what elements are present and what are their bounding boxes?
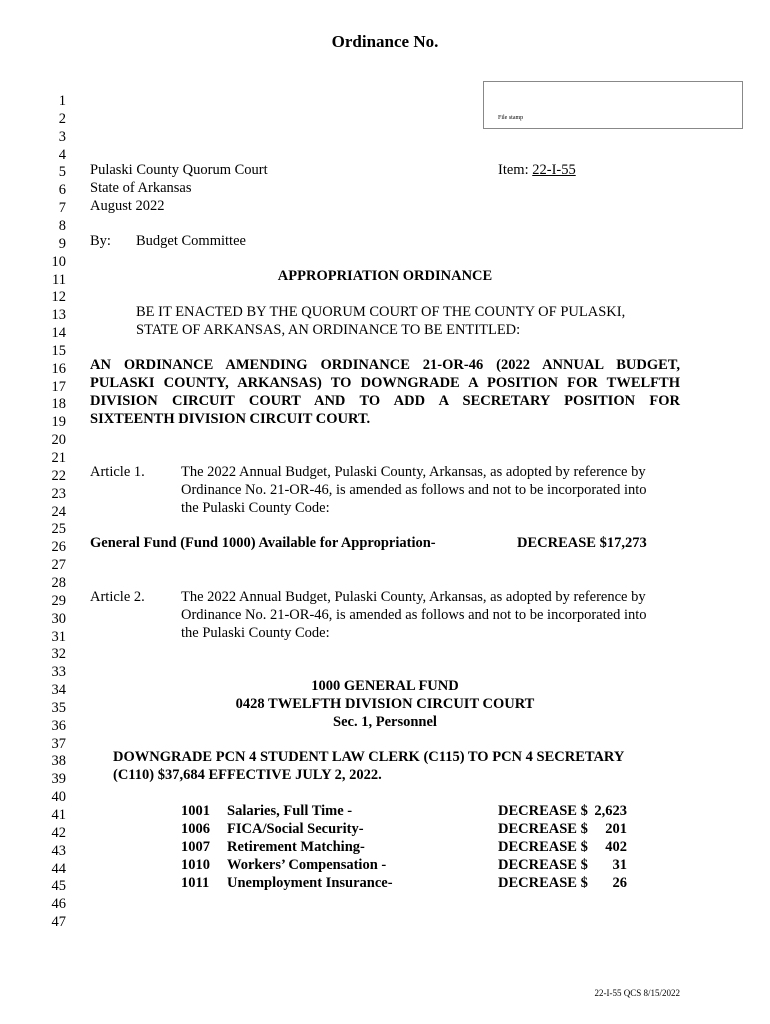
line-number: 9 [58, 235, 66, 252]
line-number: 18 [51, 396, 66, 413]
line-number: 20 [51, 432, 66, 449]
line-number: 2 [58, 110, 66, 127]
downgrade-line-1: DOWNGRADE PCN 4 STUDENT LAW CLERK (C115) TO PCN 4 SECRETARY [113, 749, 625, 765]
line-item-amount-cell [498, 839, 627, 857]
line-item-amount: 2,623 [594, 803, 627, 819]
line-item-desc: Salaries, Full Time - [227, 803, 353, 819]
enacted-line-1: BE IT ENACTED BY THE QUORUM COURT OF THE COUNTY OF PULASKI, [136, 304, 626, 320]
line-item-code: 1006 [181, 821, 210, 837]
line-item-amount-cell [498, 857, 627, 875]
footer-reference: 22-I-55 QCS 8/15/2022 [594, 988, 680, 998]
line-number: 22 [51, 467, 66, 484]
ordinance-title-line-3: DIVISION CIRCUIT COURT AND TO ADD A SECRETARY POSITION FOR [90, 393, 680, 409]
appropriation-heading: APPROPRIATION ORDINANCE [277, 268, 493, 284]
line-number: 41 [51, 807, 66, 823]
line-number: 13 [51, 307, 66, 324]
enacted-line-2: STATE OF ARKANSAS, AN ORDINANCE TO BE ENTITLED: [136, 322, 521, 338]
line-number: 19 [51, 414, 66, 431]
general-fund-amount: DECREASE $17,273 [517, 535, 647, 551]
ordinance-date: August 2022 [90, 198, 165, 214]
line-number: 25 [51, 521, 66, 538]
line-number: 4 [58, 146, 66, 163]
ordinance-title-line-1: AN ORDINANCE AMENDING ORDINANCE 21-OR-46 (2022 ANNUAL BUDGET, [90, 357, 680, 373]
decrease-label: DECREASE $ [498, 803, 588, 819]
line-number: 1 [58, 93, 66, 109]
line-item-desc: Retirement Matching- [227, 839, 365, 855]
line-number: 26 [51, 539, 66, 556]
decrease-label: DECREASE $ [498, 821, 588, 837]
line-number: 24 [51, 503, 66, 520]
line-number: 5 [58, 164, 66, 181]
line-number: 14 [51, 325, 66, 342]
line-number: 23 [51, 485, 66, 502]
section-heading-sec: Sec. 1, Personnel [333, 714, 437, 730]
line-number: 8 [58, 217, 66, 234]
article-2-text-1: The 2022 Annual Budget, Pulaski County, Arkansas, as adopted by reference by [181, 589, 646, 605]
court-name: Pulaski County Quorum Court [90, 162, 268, 178]
file-stamp-box [483, 81, 743, 129]
decrease-label: DECREASE $ [498, 875, 588, 891]
ordinance-title-line-4: SIXTEENTH DIVISION CIRCUIT COURT. [90, 411, 371, 427]
line-number: 31 [51, 628, 66, 645]
line-number: 12 [51, 289, 66, 306]
line-item-amount-cell [498, 803, 627, 821]
line-number: 44 [51, 860, 66, 877]
item-number: 22-I-55 [532, 162, 576, 178]
line-number: 10 [51, 253, 66, 270]
ordinance-title: Ordinance No. [331, 32, 439, 51]
general-fund-label: General Fund (Fund 1000) Available for Appropriation- [90, 535, 436, 551]
line-item-code: 1011 [181, 875, 210, 891]
line-item-amount: 26 [612, 875, 627, 891]
by-value: Budget Committee [136, 233, 246, 249]
article-2-label: Article 2. [90, 589, 145, 605]
line-number: 15 [51, 342, 66, 359]
file-stamp-label: File stamp [498, 115, 524, 121]
line-number: 45 [51, 878, 66, 895]
line-number: 29 [51, 592, 66, 609]
article-1-text-3: the Pulaski County Code: [181, 500, 330, 516]
line-number: 46 [51, 896, 66, 913]
line-number: 30 [51, 610, 66, 627]
downgrade-line-2: (C110) $37,684 EFFECTIVE JULY 2, 2022. [113, 767, 382, 783]
line-number: 16 [51, 360, 66, 377]
line-item-amount-cell [498, 821, 627, 839]
ordinance-title-line-2: PULASKI COUNTY, ARKANSAS) TO DOWNGRADE A POSITION FOR TWELFTH [90, 375, 680, 391]
line-number: 42 [51, 824, 66, 841]
line-item-code: 1007 [181, 839, 210, 855]
section-heading-fund: 1000 GENERAL FUND [311, 678, 459, 694]
line-number: 36 [51, 717, 66, 734]
state-name: State of Arkansas [90, 180, 192, 196]
by-label: By: [90, 233, 111, 249]
line-item-desc: Unemployment Insurance- [227, 875, 393, 891]
line-item-amount: 31 [612, 857, 627, 873]
article-1-text-2: Ordinance No. 21-OR-46, is amended as follows and not to be incorporated into [181, 482, 647, 498]
line-item-code: 1001 [181, 803, 210, 819]
line-number: 27 [51, 557, 66, 574]
line-number: 17 [51, 378, 66, 395]
line-number: 11 [52, 271, 66, 288]
line-number: 21 [51, 450, 66, 466]
line-number: 7 [58, 200, 66, 217]
line-item-amount: 201 [605, 821, 627, 837]
line-item-desc: FICA/Social Security- [227, 821, 364, 837]
line-number: 39 [51, 771, 66, 788]
item-label: Item: [498, 162, 529, 178]
line-item-code: 1010 [181, 857, 210, 873]
article-1-text-1: The 2022 Annual Budget, Pulaski County, Arkansas, as adopted by reference by [181, 464, 646, 480]
line-number: 37 [51, 735, 66, 752]
article-2-text-2: Ordinance No. 21-OR-46, is amended as follows and not to be incorporated into [181, 607, 647, 623]
item-reference [498, 162, 576, 180]
line-number: 28 [51, 574, 66, 591]
line-number: 47 [51, 914, 66, 931]
line-number: 33 [51, 664, 66, 681]
line-item-amount-cell [498, 875, 627, 893]
article-2-text-3: the Pulaski County Code: [181, 625, 330, 641]
decrease-label: DECREASE $ [498, 857, 588, 873]
line-number: 38 [51, 753, 66, 770]
line-number: 6 [58, 182, 66, 199]
section-heading-division: 0428 TWELFTH DIVISION CIRCUIT COURT [235, 696, 535, 712]
line-number: 35 [51, 699, 66, 716]
line-item-amount: 402 [605, 839, 627, 855]
line-number: 34 [51, 682, 66, 699]
line-item-desc: Workers’ Compensation - [227, 857, 387, 873]
line-number: 3 [58, 128, 66, 145]
decrease-label: DECREASE $ [498, 839, 588, 855]
line-number: 40 [51, 789, 66, 806]
line-number: 32 [51, 646, 66, 663]
line-number: 43 [51, 842, 66, 859]
article-1-label: Article 1. [90, 464, 145, 480]
